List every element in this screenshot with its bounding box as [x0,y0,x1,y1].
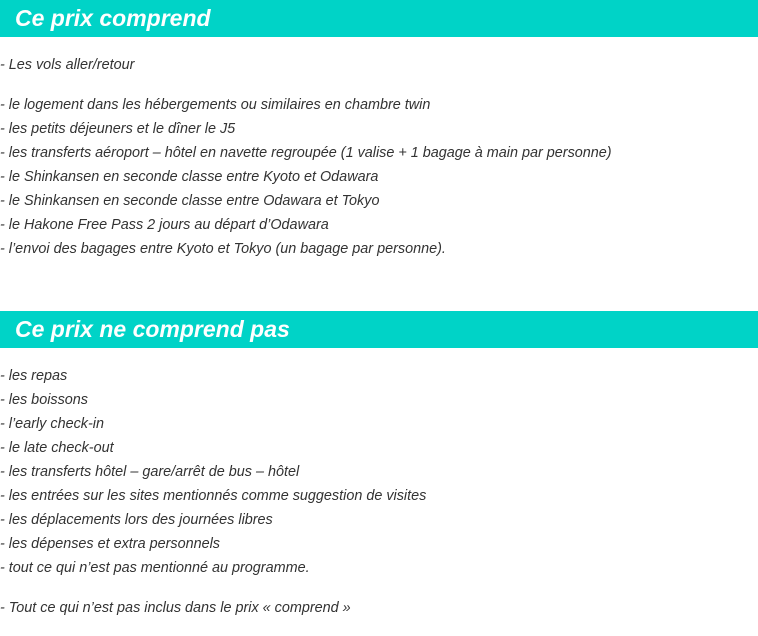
excluded-list-item: - les entrées sur les sites mentionnés comme suggestion de visites [0,488,427,504]
excluded-list-item: - les dépenses et extra personnels [0,536,220,552]
included-list-item: - les petits déjeuners et le dîner le J5 [0,121,236,137]
included-section-banner [0,0,758,37]
excluded-list-item: - les boissons [0,392,88,408]
included-list-item: - le logement dans les hébergements ou similaires en chambre twin [0,97,431,113]
included-section-title: Ce prix comprend [15,5,211,31]
included-list-item: - le Shinkansen en seconde classe entre Kyoto et Odawara [0,169,379,185]
included-list-item: - l’envoi des bagages entre Kyoto et Tokyo (un bagage par personne). [0,241,446,257]
excluded-section-title: Ce prix ne comprend pas [15,316,290,342]
excluded-footer-note: - Tout ce qui n’est pas inclus dans le prix « comprend » [0,600,351,616]
excluded-list-item: - tout ce qui n’est pas mentionné au programme. [0,560,310,576]
included-list-item: - le Hakone Free Pass 2 jours au départ d’Odawara [0,217,329,233]
included-list-item: - les transferts aéroport – hôtel en navette regroupée (1 valise + 1 bagage à main par personne) [0,145,612,161]
included-intro-item: - Les vols aller/retour [0,57,135,73]
included-list-item: - le Shinkansen en seconde classe entre Odawara et Tokyo [0,193,380,209]
excluded-list-item: - le late check-out [0,440,114,456]
excluded-list-item: - l’early check-in [0,416,104,432]
excluded-list-item: - les repas [0,368,68,384]
excluded-list-item: - les déplacements lors des journées libres [0,512,273,528]
excluded-list-item: - les transferts hôtel – gare/arrêt de bus – hôtel [0,464,300,480]
excluded-section-banner [0,311,758,348]
